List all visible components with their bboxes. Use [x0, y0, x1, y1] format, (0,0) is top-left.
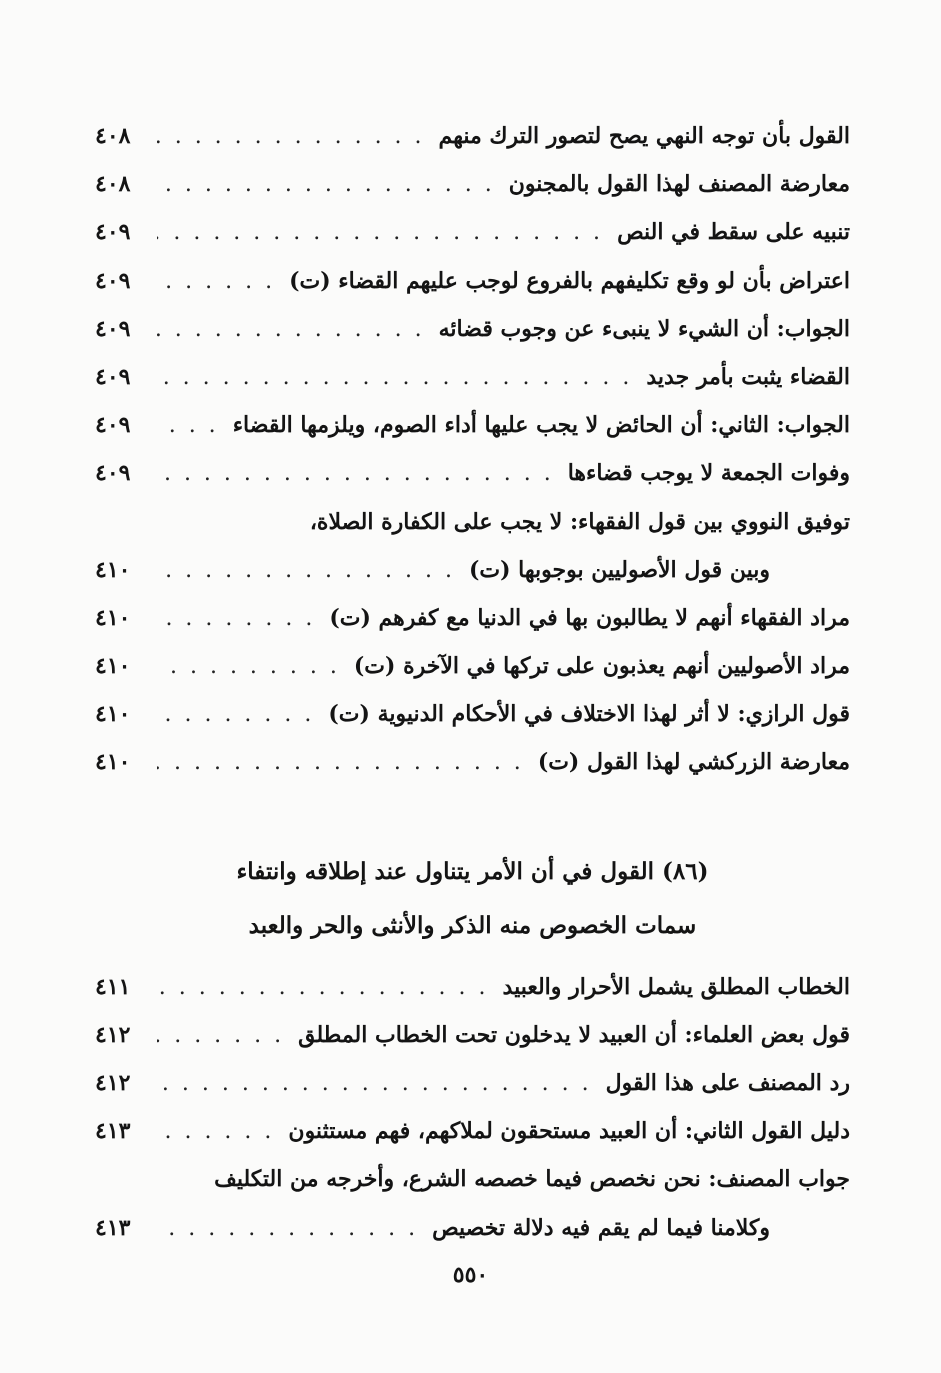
toc-entry [95, 160, 850, 208]
page-number: ٤١٠ [95, 653, 131, 680]
dot-leader [157, 739, 524, 787]
entry-text: قول الرازي: لا أثر لهذا الاختلاف في الأحكام الدنيوية (ت) [328, 701, 850, 728]
entry-text: دليل القول الثاني: أن العبيد مستحقون لملاكهم، فهم مستثنون [288, 1118, 850, 1145]
section-gap [95, 953, 850, 963]
page-number: ٤١٢ [95, 1070, 131, 1096]
page-number: ٤٠٩ [95, 219, 131, 246]
dot-leader [157, 306, 425, 354]
page-number: ٤١٠ [95, 556, 131, 583]
page-number: ٤٠٩ [95, 267, 131, 294]
toc-entry [95, 305, 850, 353]
page-number: ٤٠٩ [95, 363, 131, 390]
entry-text: وبين قول الأصوليين بوجوبها (ت) [468, 556, 770, 583]
toc-entry [95, 1107, 850, 1155]
dot-leader [157, 691, 314, 739]
dot-leader [157, 1108, 274, 1156]
entry-text: معارضة المصنف لهذا القول بالمجنون [508, 171, 850, 198]
toc-entry [95, 963, 850, 1011]
page-folio-number: ٥٥٠ [452, 1262, 489, 1288]
toc-entry [95, 546, 850, 594]
toc-entry [95, 257, 850, 305]
entry-text: وفوات الجمعة لا يوجب قضاءها [567, 460, 850, 487]
page-number: ٤٠٨ [95, 123, 131, 149]
toc-entry [95, 1011, 850, 1059]
entry-text: معارضة الزركشي لهذا القول (ت) [537, 749, 850, 776]
toc-entry [95, 449, 850, 497]
toc-entry [95, 1204, 850, 1252]
page-number: ٤١٣ [95, 1214, 131, 1241]
entry-text: القضاء يثبت بأمر جديد [646, 363, 850, 390]
page-number: ٤١٠ [95, 749, 131, 776]
entry-text: الجواب: أن الشيء لا ينبىء عن وجوب قضائه [438, 315, 850, 342]
page-number: ٤١٢ [95, 1021, 131, 1048]
toc-entry [95, 738, 850, 786]
section-heading: سمات الخصوص منه الذكر والأنثى والحر والعبد [248, 911, 697, 939]
page-number: ٤١٠ [95, 604, 131, 631]
dot-leader [157, 450, 554, 498]
page-number: ٤٠٨ [95, 171, 131, 198]
toc-entry-continued [95, 1155, 850, 1203]
toc-entry [95, 690, 850, 738]
entry-text: جواب المصنف: نحن نخصص فيما خصصه الشرع، وأخرجه من التكليف [214, 1166, 850, 1193]
entry-text: القول بأن توجه النهي يصح لتصور الترك منهم [438, 123, 850, 149]
dot-leader [157, 402, 219, 450]
dot-leader [157, 964, 489, 1012]
page-number: ٤١١ [95, 973, 131, 1000]
dot-leader [157, 354, 632, 402]
dot-leader [157, 547, 455, 595]
entry-text: مراد الأصوليين أنهم يعذبون على تركها في الآخرة (ت) [353, 653, 850, 680]
toc-entry [95, 353, 850, 401]
section-gap [95, 787, 850, 845]
page-number: ٤٠٩ [95, 315, 131, 342]
dot-leader [157, 1060, 592, 1108]
dot-leader [157, 1205, 418, 1253]
toc-entry [95, 1059, 850, 1107]
section-heading: (٨٦) القول في أن الأمر يتناول عند إطلاقه وانتفاء [236, 857, 709, 885]
entry-text: تنبيه على سقط في النص [617, 219, 850, 246]
dot-leader [157, 161, 495, 209]
toc-page [95, 112, 850, 1252]
entry-text: الخطاب المطلق يشمل الأحرار والعبيد [502, 973, 850, 1000]
dot-leader [157, 209, 603, 257]
entry-text: قول بعض العلماء: أن العبيد لا يدخلون تحت الخطاب المطلق [298, 1021, 850, 1048]
entry-text: رد المصنف على هذا القول [605, 1070, 850, 1096]
toc-entry [95, 112, 850, 160]
dot-leader [157, 643, 340, 691]
dot-leader [157, 1012, 284, 1060]
dot-leader [157, 258, 275, 306]
toc-entry [95, 208, 850, 256]
page-number: ٤٠٩ [95, 412, 131, 439]
page-number: ٤١٣ [95, 1118, 131, 1145]
page-number: ٤١٠ [95, 701, 131, 728]
entry-text: اعتراض بأن لو وقع تكليفهم بالفروع لوجب عليهم القضاء (ت) [289, 267, 850, 294]
entry-text: توفيق النووي بين قول الفقهاء: لا يجب على الكفارة الصلاة، [309, 508, 850, 535]
entry-text: الجواب: الثاني: أن الحائض لا يجب عليها أداء الصوم، ويلزمها القضاء [232, 412, 850, 439]
toc-entry-continued [95, 498, 850, 546]
toc-entry [95, 642, 850, 690]
entry-text: وكلامنا فيما لم يقم فيه دلالة تخصيص [432, 1214, 770, 1241]
dot-leader [157, 595, 315, 643]
toc-entry [95, 594, 850, 642]
toc-entry [95, 401, 850, 449]
dot-leader [157, 113, 425, 161]
entry-text: مراد الفقهاء أنهم لا يطالبون بها في الدنيا مع كفرهم (ت) [329, 604, 850, 631]
page-number: ٤٠٩ [95, 460, 131, 487]
